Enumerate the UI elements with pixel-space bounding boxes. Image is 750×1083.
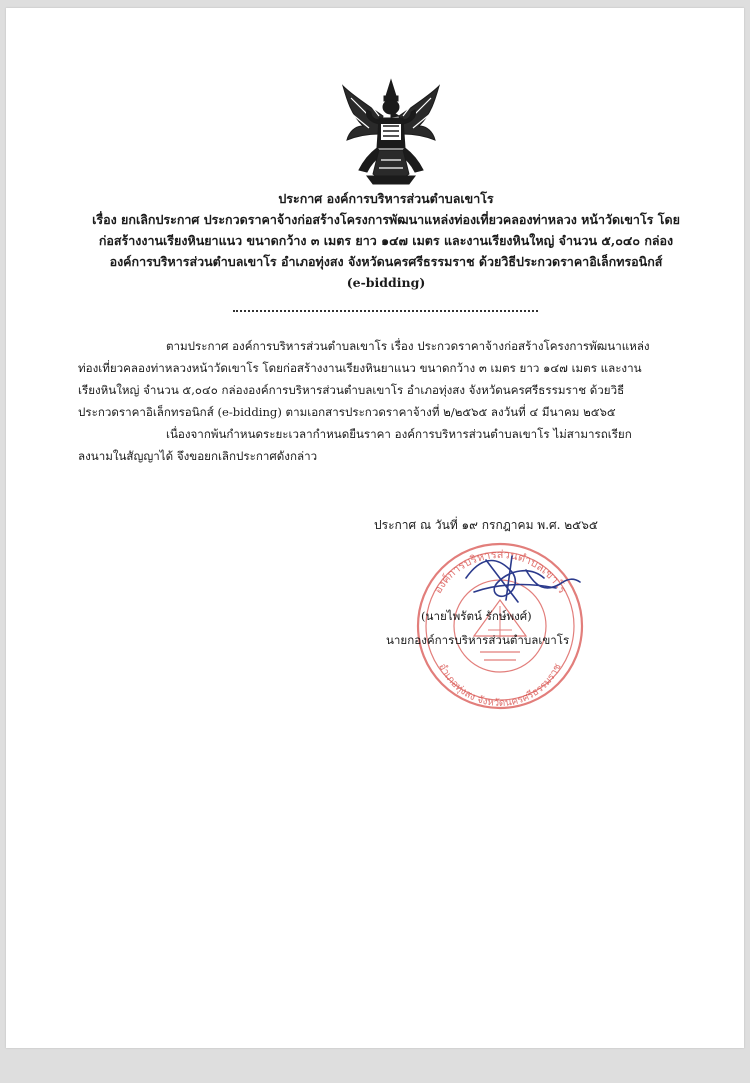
dotted-divider — [233, 310, 538, 312]
svg-text:อำเภอทุ่งสง จังหวัดนครศรีธรรมร: อำเภอทุ่งสง จังหวัดนครศรีธรรมราช — [436, 661, 564, 710]
announcement-date: ประกาศ ณ วันที่ ๑๙ กรกฎาคม พ.ศ. ๒๕๖๕ — [374, 518, 598, 532]
subject-line: องค์การบริหารส่วนตำบลเขาโร อำเภอทุ่งสง จังหวัดนครศรีธรรมราช ด้วยวิธีประกวดราคาอิเล็กทรอนิกส์ — [109, 254, 663, 269]
body-line: ประกวดราคาอิเล็กทรอนิกส์ (e-bidding) ตามเอกสารประกวดราคาจ้างที่ ๒/๒๕๖๕ ลงวันที่ ๔ มีนาคม ๒๕๖๕ — [78, 405, 616, 419]
body-line: เรียงหินใหญ่ จำนวน ๕,๐๔๐ กล่ององค์การบริหารส่วนตำบลเขาโร อำเภอทุ่งสง จังหวัดนครศรีธรรมราช ด้วยวิธี — [78, 383, 625, 397]
svg-text:องค์การบริหารส่วนตำบลเขาโร: องค์การบริหารส่วนตำบลเขาโร — [431, 548, 569, 596]
garuda-emblem-icon — [339, 76, 443, 188]
signer-position: นายกองค์การบริหารส่วนตำบลเขาโร — [386, 633, 570, 647]
subject-line: ก่อสร้างงานเรียงหินยาแนว ขนาดกว้าง ๓ เมตร ยาว ๑๔๗ เมตร และงานเรียงหินใหญ่ จำนวน ๕,๐๔๐ กล่อง — [98, 233, 674, 248]
subject-line: เรื่อง ยกเลิกประกาศ ประกวดราคาจ้างก่อสร้างโครงการพัฒนาแหล่งท่องเที่ยวคลองท่าหลวง หน้าวัดเขาโร โดย — [92, 212, 680, 227]
body-line: ลงนามในสัญญาได้ จึงขอยกเลิกประกาศดังกล่าว — [78, 449, 318, 463]
handwritten-signature-icon — [456, 548, 586, 608]
announcement-title-block — [76, 188, 696, 293]
body-line: ตามประกาศ องค์การบริหารส่วนตำบลเขาโร เรื่อง ประกวดราคาจ้างก่อสร้างโครงการพัฒนาแหล่ง — [166, 339, 650, 353]
announcement-heading: ประกาศ องค์การบริหารส่วนตำบลเขาโร — [278, 191, 494, 206]
signer-name: (นายไพรัตน์ รักษ์พงศ์) — [421, 609, 532, 623]
body-line: เนื่องจากพ้นกำหนดระยะเวลากำหนดยืนราคา องค์การบริหารส่วนตำบลเขาโร ไม่สามารถเรียก — [166, 427, 632, 441]
body-line: ท่องเที่ยวคลองท่าหลวงหน้าวัดเขาโร โดยก่อสร้างงานเรียงหินยาแนว ขนาดกว้าง ๓ เมตร ยาว ๑๔๗ เมตร และงาน — [78, 361, 642, 375]
document-page — [6, 8, 744, 1048]
subject-line: (e-bidding) — [346, 275, 426, 290]
